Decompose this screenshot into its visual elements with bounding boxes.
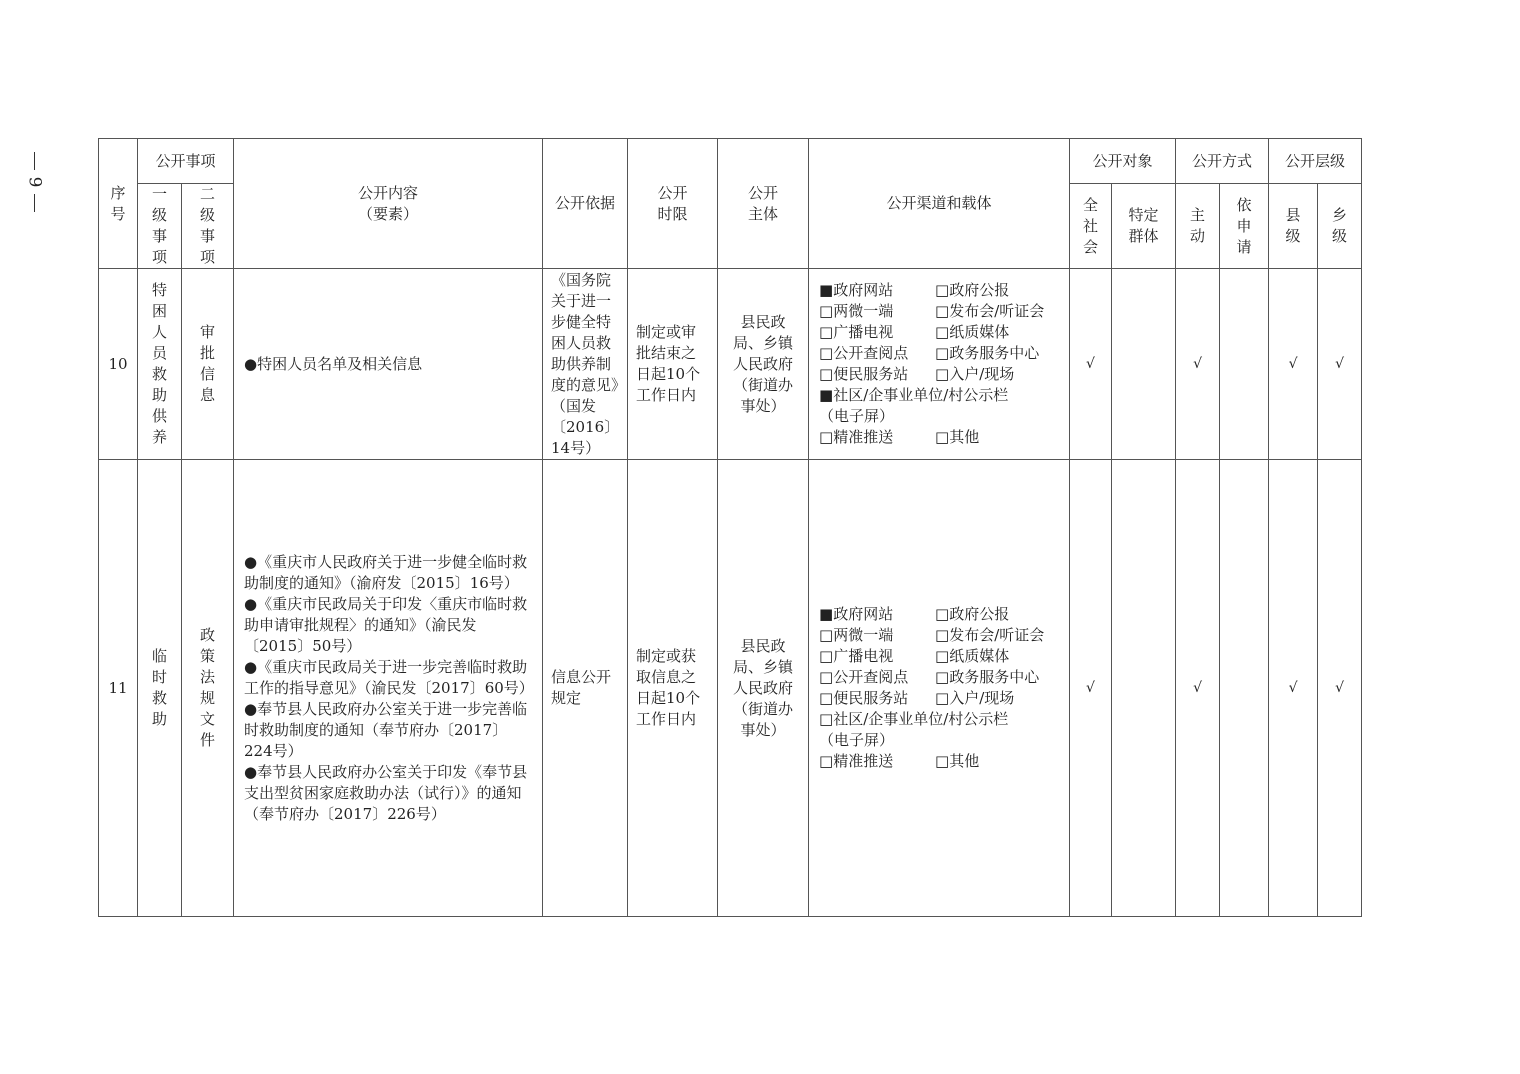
cell-level2: 审批信息 (182, 269, 234, 460)
cell-seq: 11 (99, 460, 138, 917)
header-content: 公开内容 （要素） (234, 139, 543, 269)
header-level1: 一级事项 (138, 184, 182, 269)
content-item: ●《重庆市民政局关于进一步完善临时救助工作的指导意见》（渝民发〔2017〕60号） (244, 657, 534, 697)
cell-target-all: √ (1070, 269, 1112, 460)
header-target-all: 全社会 (1070, 184, 1112, 269)
content-item: ●特困人员名单及相关信息 (244, 354, 423, 373)
content-item: ●《重庆市人民政府关于进一步健全临时救助制度的通知》（渝府发〔2015〕16号） (244, 552, 528, 592)
channel-line: □广播电视 □纸质媒体 (819, 323, 1010, 341)
header-channels: 公开渠道和载体 (809, 139, 1070, 269)
table-row (99, 460, 1362, 917)
header-time-limit: 公开 时限 (628, 139, 718, 269)
table-row (99, 269, 1362, 460)
page-number-dash-bottom (34, 194, 35, 212)
channel-line: □精准推送 □其他 (819, 752, 980, 770)
cell-content (234, 460, 543, 917)
cell-content (234, 269, 543, 460)
cell-target-specific (1112, 269, 1176, 460)
header-target-specific: 特定 群体 (1112, 184, 1176, 269)
header-level-county: 县级 (1269, 184, 1318, 269)
cell-target-all: √ (1070, 460, 1112, 917)
header-level2: 二级事项 (182, 184, 234, 269)
disclosure-table (98, 138, 1362, 917)
content-item: ●奉节县人民政府办公室关于印发《奉节县支出型贫困家庭救助办法（试行）》的通知（奉节府办〔2017〕226号） (244, 762, 528, 823)
header-subject: 公开 主体 (718, 139, 809, 269)
cell-level2: 政策法规文件 (182, 460, 234, 917)
cell-method-active: √ (1176, 460, 1220, 917)
channel-line: □广播电视 □纸质媒体 (819, 647, 1010, 665)
cell-level-county: √ (1269, 269, 1318, 460)
cell-channels (809, 269, 1070, 460)
channel-line: □便民服务站 □入户/现场 (819, 689, 1015, 707)
cell-level1: 特困人员救助供养 (138, 269, 182, 460)
cell-basis: 信息公开规定 (543, 460, 628, 917)
channel-line: （电子屏） (819, 407, 895, 425)
channel-line: □公开查阅点 □政务服务中心 (819, 344, 1040, 362)
header-method: 公开方式 (1176, 139, 1269, 184)
channel-line: □社区/企事业单位/村公示栏 (819, 710, 1009, 728)
channel-line: ■社区/企事业单位/村公示栏 (819, 386, 1009, 404)
cell-subject: 县民政局、乡镇人民政府（街道办事处） (718, 460, 809, 917)
header-method-active: 主动 (1176, 184, 1220, 269)
cell-time-limit: 制定或获取信息之日起10个工作日内 (628, 460, 718, 917)
channel-line: （电子屏） (819, 731, 895, 749)
header-basis: 公开依据 (543, 139, 628, 269)
page-number-value: 9 (23, 176, 44, 188)
channel-line: □公开查阅点 □政务服务中心 (819, 668, 1040, 686)
cell-level1: 临时救助 (138, 460, 182, 917)
header-level-town: 乡级 (1318, 184, 1362, 269)
cell-method-request (1220, 269, 1269, 460)
page-number-dash-top (34, 152, 35, 170)
cell-subject: 县民政局、乡镇人民政府（街道办事处） (718, 269, 809, 460)
header-method-request: 依申请 (1220, 184, 1269, 269)
cell-channels (809, 460, 1070, 917)
cell-seq: 10 (99, 269, 138, 460)
channel-line: □两微一端 □发布会/听证会 (819, 302, 1045, 320)
cell-basis: 《国务院关于进一步健全特困人员救助供养制度的意见》（国发〔2016〕14号） (543, 269, 628, 460)
header-seq: 序号 (99, 139, 138, 269)
channel-line: □精准推送 □其他 (819, 428, 980, 446)
channel-line: ■政府网站 □政府公报 (819, 281, 1010, 299)
cell-level-town: √ (1318, 269, 1362, 460)
header-row-1 (99, 139, 1362, 184)
cell-level-county: √ (1269, 460, 1318, 917)
channel-line: □两微一端 □发布会/听证会 (819, 626, 1045, 644)
content-item: ●《重庆市民政局关于印发〈重庆市临时救助申请审批规程〉的通知》（渝民发〔2015〕50号） (244, 594, 528, 655)
cell-time-limit: 制定或审批结束之日起10个工作日内 (628, 269, 718, 460)
header-target: 公开对象 (1070, 139, 1176, 184)
header-public-item: 公开事项 (138, 139, 234, 184)
cell-method-request (1220, 460, 1269, 917)
cell-method-active: √ (1176, 269, 1220, 460)
content-item: ●奉节县人民政府办公室关于进一步完善临时救助制度的通知（奉节府办〔2017〕224号） (244, 699, 528, 760)
channel-line: ■政府网站 □政府公报 (819, 605, 1010, 623)
channel-line: □便民服务站 □入户/现场 (819, 365, 1015, 383)
page-number (14, 150, 54, 230)
cell-target-specific (1112, 460, 1176, 917)
cell-level-town: √ (1318, 460, 1362, 917)
header-level: 公开层级 (1269, 139, 1362, 184)
